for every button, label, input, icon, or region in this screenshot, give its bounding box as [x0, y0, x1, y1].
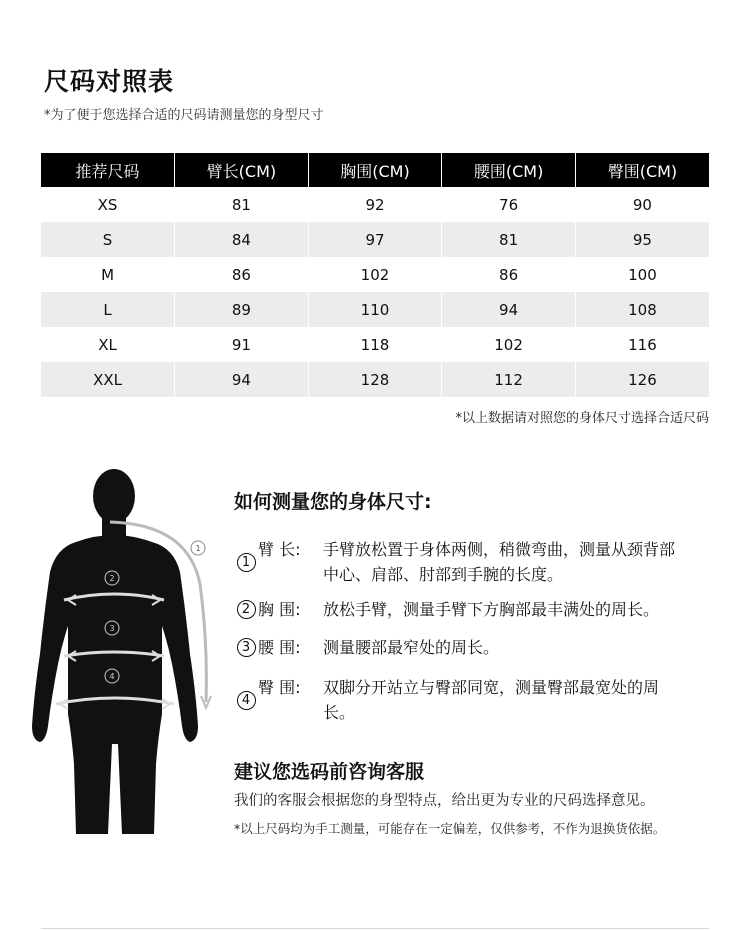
- advice-note: *以上尺码均为手工测量，可能存在一定偏差，仅供参考，不作为退换货依据。: [234, 821, 666, 836]
- col-header-chest: 胸围(CM): [308, 153, 442, 187]
- step-waist: [234, 635, 723, 660]
- col-header-arm-length: 臂长(CM): [175, 153, 309, 187]
- table-cell: 108: [575, 292, 709, 327]
- table-cell: 86: [175, 257, 309, 292]
- table-cell: 102: [308, 257, 442, 292]
- table-cell: 97: [308, 222, 442, 257]
- table-cell: M: [101, 265, 115, 284]
- step-text: 放松手臂，测量手臂下方胸部最丰满处的周长。: [323, 600, 660, 619]
- table-cell: XS: [97, 195, 118, 214]
- table-cell: 128: [308, 362, 442, 397]
- table-cell: 118: [308, 327, 442, 362]
- table-cell: 81: [175, 187, 309, 222]
- step-text: 手臂放松置于身体两侧，稍微弯曲，测量从颈背部中心、肩部、肘部到手腕的长度。: [323, 540, 676, 584]
- step-label: 腰 围:: [258, 638, 301, 657]
- col-header-waist: 腰围(CM): [442, 153, 576, 187]
- table-cell: 91: [175, 327, 309, 362]
- step-chest: [234, 597, 723, 622]
- table-cell: S: [41, 222, 175, 257]
- svg-text:3: 3: [109, 624, 115, 633]
- size-chart-table: [41, 153, 709, 397]
- table-cell: 94: [175, 362, 309, 397]
- step-number: 3: [234, 635, 258, 660]
- step-text: 测量腰部最窄处的周长。: [323, 638, 500, 657]
- table-cell: 84: [175, 222, 309, 257]
- step-number: 1: [234, 537, 258, 587]
- page-subtitle: *为了便于您选择合适的尺码请测量您的身型尺寸: [44, 108, 324, 123]
- step-label: 臀 围:: [258, 678, 301, 697]
- step-number: 4: [234, 675, 258, 725]
- table-cell: 100: [575, 257, 709, 292]
- step-hip: [234, 675, 683, 725]
- table-cell: 81: [442, 222, 576, 257]
- table-row: [41, 187, 709, 222]
- advice-title: 建议您选码前咨询客服: [234, 761, 425, 783]
- table-row: [41, 292, 709, 327]
- table-row: [41, 222, 709, 257]
- table-cell: 86: [442, 257, 576, 292]
- page-title: 尺码对照表: [44, 67, 175, 96]
- table-cell: 94: [442, 292, 576, 327]
- step-arm-length: [234, 537, 683, 587]
- table-cell: 92: [308, 187, 442, 222]
- step-label: 臂 长:: [258, 540, 301, 559]
- table-row: [41, 362, 709, 397]
- svg-text:1: 1: [195, 544, 201, 553]
- step-number: 2: [234, 597, 258, 622]
- table-cell: 112: [442, 362, 576, 397]
- svg-text:2: 2: [109, 574, 115, 583]
- howto-title: 如何测量您的身体尺寸:: [234, 491, 432, 513]
- table-note: *以上数据请对照您的身体尺寸选择合适尺码: [455, 411, 709, 426]
- svg-text:4: 4: [109, 672, 115, 681]
- step-label: 胸 围:: [258, 600, 301, 619]
- table-header-row: [41, 153, 709, 187]
- table-cell: XXL: [41, 362, 175, 397]
- table-row: [41, 257, 709, 292]
- table-cell: 76: [442, 187, 576, 222]
- table-cell: 102: [442, 327, 576, 362]
- advice-text: 我们的客服会根据您的身型特点，给出更为专业的尺码选择意见。: [234, 793, 655, 809]
- body-measurement-figure: [18, 464, 218, 838]
- table-cell: 110: [308, 292, 442, 327]
- col-header-size: 推荐尺码: [41, 153, 175, 187]
- table-cell: 116: [575, 327, 709, 362]
- table-cell: 95: [575, 222, 709, 257]
- table-cell: 90: [575, 187, 709, 222]
- step-text: 双脚分开站立与臀部同宽，测量臀部最宽处的周长。: [323, 678, 660, 722]
- marker-arm-length: [191, 541, 205, 555]
- bottom-divider: [41, 928, 709, 929]
- table-cell: 89: [175, 292, 309, 327]
- table-cell: L: [41, 292, 175, 327]
- table-cell: 126: [575, 362, 709, 397]
- col-header-hip: 臀围(CM): [575, 153, 709, 187]
- table-row: [41, 327, 709, 362]
- table-cell: XL: [98, 335, 117, 354]
